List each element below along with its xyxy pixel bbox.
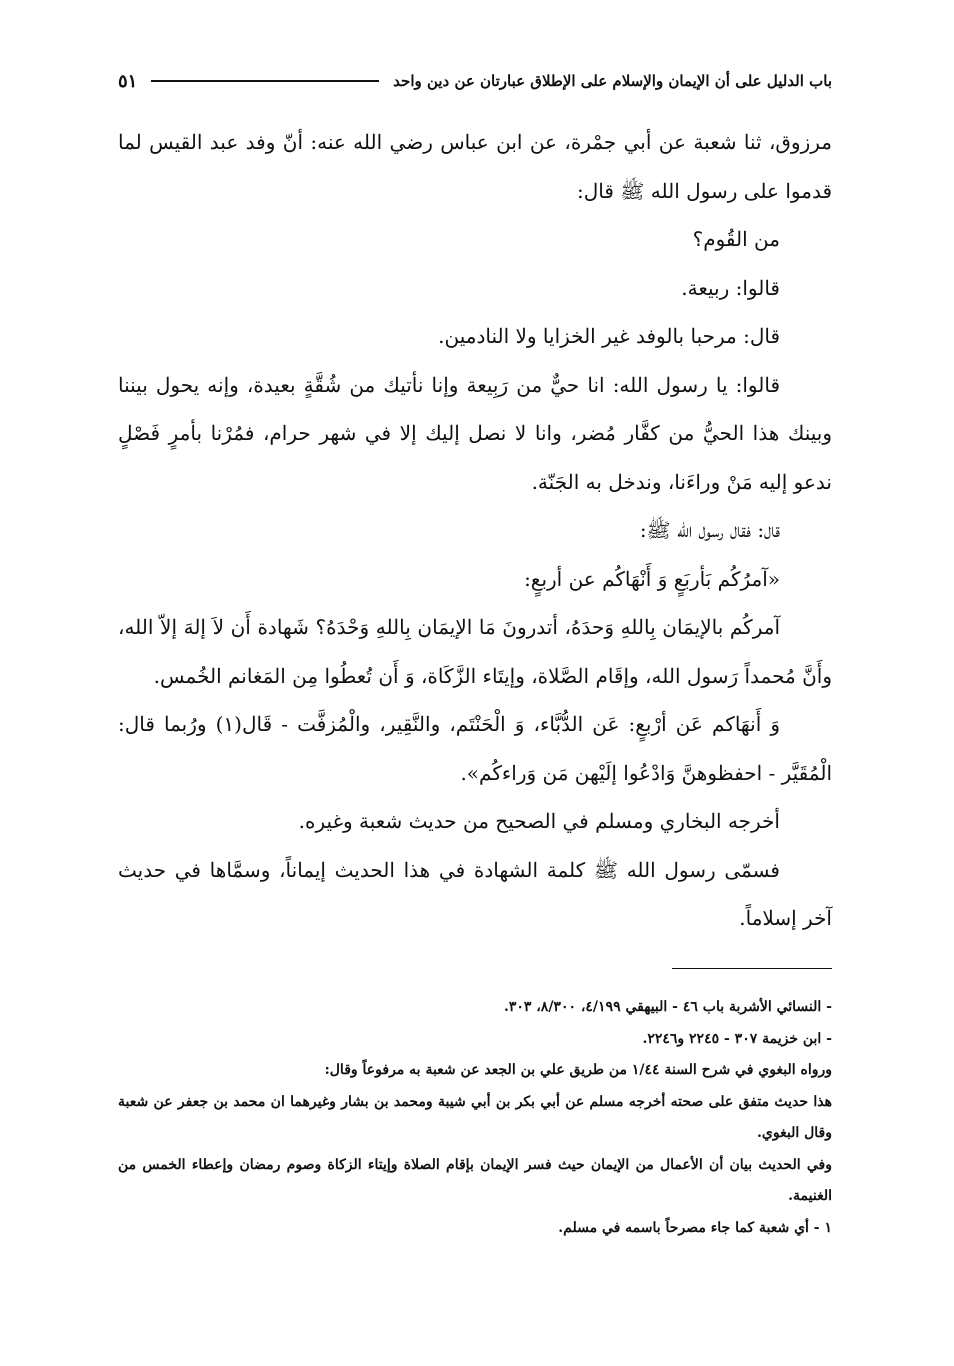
main-text: [118, 118, 832, 943]
footnote-line: وفي الحديث بيان أن الأعمال من الإيمان حيث فسر الإيمان بإقام الصلاة وإيتاء الزكاة وصوم رمضان وإعطاء الخمس من الغنيمة.: [118, 1156, 832, 1204]
paragraph-takhrij: أخرجه البخاري ومسلم في الصحيح من حديث شعبة وغيره.: [298, 809, 780, 833]
page-number: ٥١: [118, 70, 138, 92]
footnote-line: هذا حديث متفق على صحته أخرجه مسلم عن أبي بكر بن أبي شيبة ومحمد بن بشار وغيرهما ان محمد بن جعفر عن شعبة وقال البغوي.: [118, 1093, 832, 1141]
paragraph-conclusion: فسمّى رسول الله ﷺ كلمة الشهادة في هذا الحديث إيماناً، وسمَّاها في حديث آخر إسلاماً.: [118, 857, 832, 930]
running-header: [118, 68, 832, 94]
header-title: باب الدليل على أن الإيمان والإسلام على الإطلاق عبارتان عن دين واحد: [393, 72, 832, 90]
paragraph-prohibitions: وَ أَنهَاكم عَن أرْبعٍ: عَن الدُّبَّاء، وَ الْحَنْتَم، والنَّقِير، والْمُزفَّت - قَال(١) ورُبما قال: الْمُقَيَّر - احفظوهنَّ وَادْعُوا إلَيْهن مَن وَراءكُم».: [118, 712, 832, 785]
footnote-line: ١ - أي شعبة كما جاء مصرحاً باسمه في مسلم.: [558, 1219, 832, 1236]
header-rule: [151, 80, 379, 82]
footnote-line: - النسائي الأشربة باب ٤٦ - البيهقي ٤/١٩٩، ٨/٣٠٠، ٣٠٣.: [503, 999, 832, 1015]
footnotes: [118, 992, 832, 1244]
paragraph-commands: آمركُم بالإيمَان بِاللهِ وَحدَهُ، أتدرونَ مَا الإيمَان بِاللهِ وَحْدَهُ؟ شَهادة أَن لاَ إلهَ إلاّ الله، وأَنَّ مُحمداً رَسول الله، وإقَام الصَّلاة، وإيتَاء الزَّكَاة، وَ أَن تُعطُوا مِن المَغانم الخُمس.: [118, 615, 832, 688]
paragraph-answer-rabia: قالوا: ربيعة.: [681, 275, 780, 300]
footnote-separator: [672, 968, 832, 969]
paragraph-request: قالوا: يا رسول الله: انا حيٌّ من رَبِيعة وإنا نأتيك من شُقَّةٍ بعيدة، وإنه يحول بيننا وبينك هذا الحيُّ من كفَّار مُضر، وانا لا نصل إليك إلا في شهر حرام، فمُرْنا بأمرٍ فَصْلٍ ندعو إليه مَنْ وراءَنا، وندخل به الجَنّة.: [118, 372, 832, 494]
paragraph-isnad: مرزوق، ثنا شعبة عن أبي جمْرة، عن ابن عباس رضي الله عنه: أنّ وفد عبد القيس لما قدموا على رسول الله ﷺ قال:: [118, 130, 832, 203]
paragraph-hadith-opening: «آمرُكُم بَأربَعٍ وَ أَنْهَاكُم عن أربعٍ:: [524, 566, 780, 591]
paragraph-prophet-said: قال: فقال رسول الله ﷺ:: [639, 518, 780, 542]
footnote-line: - ابن خزيمة ٣٠٧ - ٢٢٤٥ و٢٢٤٦.: [642, 1030, 832, 1047]
paragraph-welcome: قال: مرحبا بالوفد غير الخزايا ولا النادمين.: [438, 324, 780, 348]
footnote-line: ورواه البغوي في شرح السنة ١/٤٤ من طريق علي بن الجعد عن شعبة به مرفوعاً وقال:: [324, 1062, 832, 1078]
paragraph-question: من القُوم؟: [692, 227, 780, 251]
